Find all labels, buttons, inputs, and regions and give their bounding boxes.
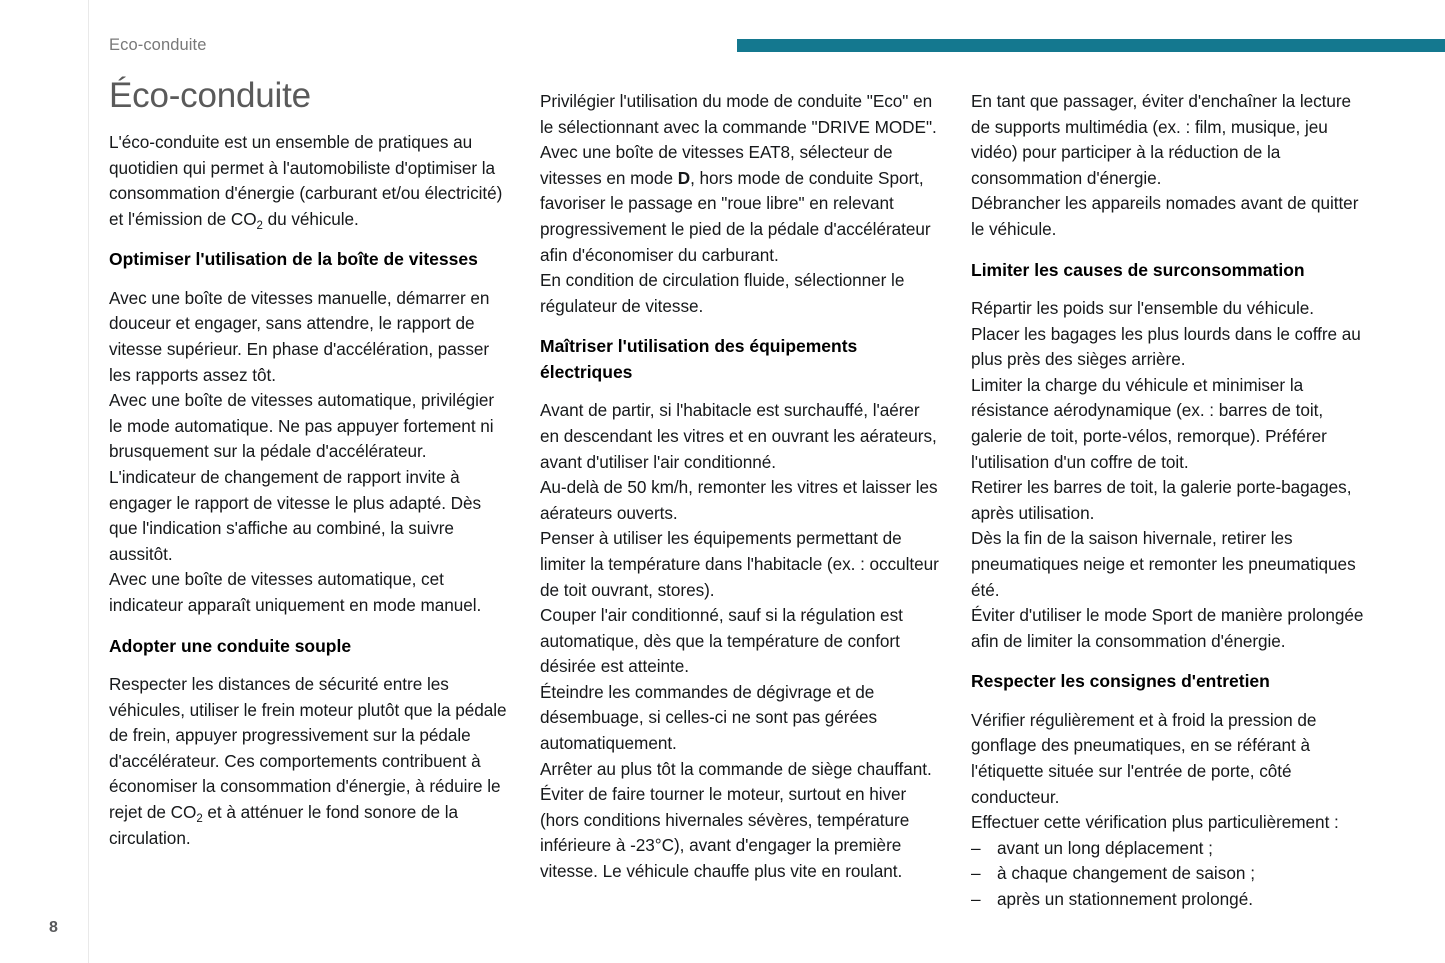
paragraph: Vérifier régulièrement et à froid la pression de gonflage des pneumatiques, en se référant à l'étiquette située sur l'entrée de porte, côté conducteur. [971,709,1317,807]
paragraph-text: Avec une boîte de vitesses EAT8, sélecteur de vitesses en mode [540,142,893,188]
middle-section1-paragraphs [540,398,943,884]
paragraph: Éviter d'utiliser le mode Sport de manière prolongée afin de limiter la consommation d'énergie. [971,605,1364,651]
right-intro-paragraphs [971,89,1374,243]
section-heading-optimiser-boite: Optimiser l'utilisation de la boîte de vitesses [109,249,478,270]
column-left [109,76,512,851]
paragraph: Placer les bagages les plus lourds dans le coffre au plus près des sièges arrière. [971,323,1361,370]
paragraph: Avec une boîte de vitesses automatique, privilégier le mode automatique. Ne pas appuyer fortement ni brusquement sur la pédale d'accélérateur. [109,390,495,462]
dash-bullet: – [971,863,981,884]
paragraph: Éviter de faire tourner le moteur, surtout en hiver (hors conditions hivernales sévères, température inférieure à -23°C), avant d'engager la première vitesse. Le véhicule chauffe plus vite en roulant. [540,784,910,882]
maintenance-checklist [971,836,1374,913]
section-heading-equipements-electriques: Maîtriser l'utilisation des équipements électriques [540,336,858,382]
right-section1-paragraphs [971,296,1374,654]
paragraph [540,140,943,268]
paragraph: Retirer les barres de toit, la galerie porte-bagages, après utilisation. [971,477,1352,523]
paragraph: En condition de circulation fluide, sélectionner le régulateur de vitesse. [540,270,905,316]
list-item [971,861,1374,887]
paragraph-text-tail: et à atténuer le fond sonore de la circulation. [109,802,458,848]
paragraph: Au-delà de 50 km/h, remonter les vitres et laisser les aérateurs ouverts. [540,477,938,523]
dash-bullet: – [971,889,981,910]
section-heading-conduite-souple: Adopter une conduite souple [109,635,352,656]
paragraph-text: Respecter les distances de sécurité entre les véhicules, utiliser le frein moteur plutôt que la pédale de frein, appuyer progressivement sur la pédale d'accélérateur. Ces comportements contribuent à économiser la consommation d'énergie, à réduire le rejet de CO [109,674,507,823]
section-heading-surconsommation: Limiter les causes de surconsommation [971,259,1305,280]
paragraph: Limiter la charge du véhicule et minimiser la résistance aérodynamique (ex. : barres de toit, galerie de toit, porte-vélos, remorque). Préférer l'utilisation d'un coffre de toit. [971,374,1327,472]
right-section2-paragraphs [971,708,1374,913]
three-column-body [109,76,1375,913]
paragraph: Avant de partir, si l'habitacle est surchauffé, l'aérer en descendant les vitres et en ouvrant les aérateurs, avant d'utiliser l'air conditionné. [540,400,937,472]
page-header [0,0,1445,62]
paragraph: Arrêter au plus tôt la commande de siège chauffant. [540,758,932,779]
column-middle [540,76,943,885]
drive-mode-d: D [677,167,691,188]
column-right [971,76,1374,913]
paragraph: Répartir les poids sur l'ensemble du véhicule. [971,298,1314,319]
list-item [971,836,1374,862]
page-number: 8 [49,919,58,936]
paragraph-text-tail: , hors mode de conduite Sport, favoriser le passage en "roue libre" en relevant progressivement le pied de la pédale d'accélérateur afin d'économiser du carburant. [540,167,931,265]
section-heading-consignes-entretien: Respecter les consignes d'entretien [971,671,1270,692]
list-item-label: après un stationnement prolongé. [997,889,1254,910]
subscript-2: 2 [256,219,263,232]
paragraph: Effectuer cette vérification plus particulièrement : [971,812,1339,833]
paragraph: Dès la fin de la saison hivernale, retirer les pneumatiques neige et remonter les pneumatiques été. [971,528,1356,600]
left-section2-paragraphs [109,672,512,851]
left-section1-paragraphs [109,286,512,619]
header-accent-rule [737,39,1445,52]
list-item-label: à chaque changement de saison ; [997,863,1255,884]
running-head: Eco-conduite [109,36,207,54]
list-item-label: avant un long déplacement ; [997,837,1213,858]
paragraph [109,672,512,851]
paragraph: Couper l'air conditionné, sauf si la régulation est automatique, dès que la température de confort désirée est atteinte. [540,605,903,677]
left-intro-paragraph [109,130,512,232]
paragraph: Avec une boîte de vitesses automatique, cet indicateur apparaît uniquement en mode manuel. [109,569,482,615]
paragraph-text-tail: du véhicule. [262,208,359,229]
subscript-2: 2 [196,813,203,826]
middle-intro-paragraphs [540,89,943,319]
paragraph: Débrancher les appareils nomades avant de quitter le véhicule. [971,193,1359,239]
paragraph: Éteindre les commandes de dégivrage et de désembuage, si celles-ci ne sont pas gérées automatiquement. [540,681,878,754]
dash-bullet: – [971,837,981,858]
paragraph [109,130,512,232]
paragraph: Avec une boîte de vitesses manuelle, démarrer en douceur et engager, sans attendre, le rapport de vitesse supérieur. En phase d'accélération, passer les rapports assez tôt. [109,287,490,385]
content-left-rule [88,0,89,963]
list-item [971,887,1374,913]
paragraph: L'indicateur de changement de rapport invite à engager le rapport de vitesse le plus adapté. Dès que l'indication s'affiche au combiné, la suivre aussitôt. [109,467,482,564]
paragraph-text: L'éco-conduite est un ensemble de pratiques au quotidien qui permet à l'automobiliste d'optimiser la consommation d'énergie (carburant et/ou électricité) et l'émission de CO [109,132,503,229]
page-title: Éco-conduite [109,76,311,115]
paragraph: En tant que passager, éviter d'enchaîner la lecture de supports multimédia (ex. : film, musique, jeu vidéo) pour participer à la réduction de la consommation d'énergie. [971,91,1352,188]
paragraph: Privilégier l'utilisation du mode de conduite "Eco" en le sélectionnant avec la commande "DRIVE MODE". [540,91,937,137]
paragraph: Penser à utiliser les équipements permettant de limiter la température dans l'habitacle (ex. : occulteur de toit ouvrant, stores). [540,528,939,600]
